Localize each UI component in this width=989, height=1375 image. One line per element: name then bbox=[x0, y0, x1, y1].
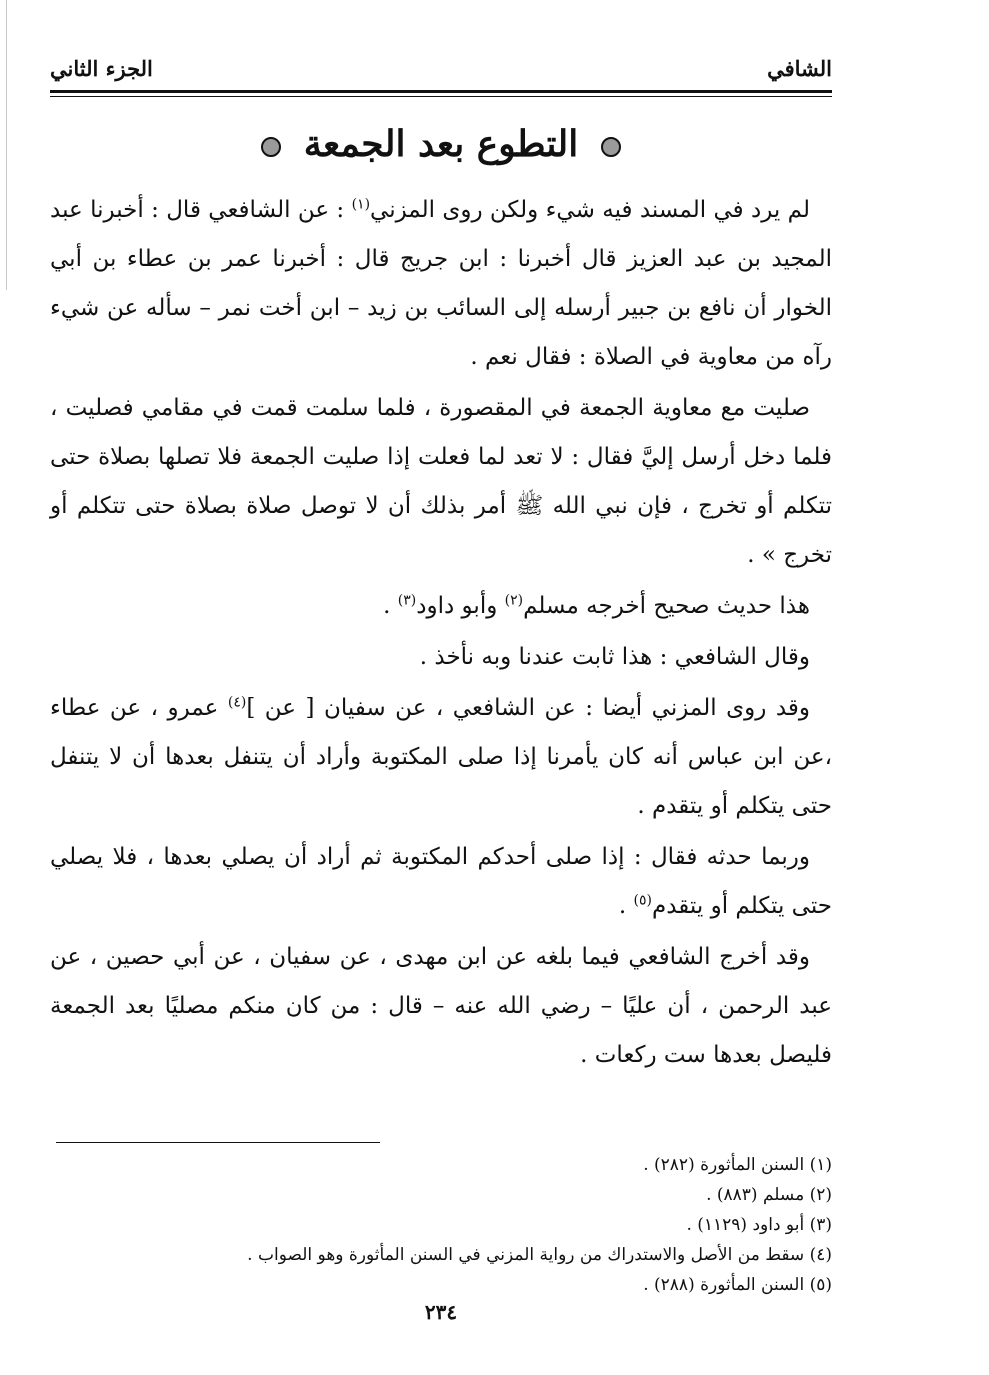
paragraph-text: . bbox=[383, 593, 398, 619]
book-page bbox=[50, 48, 832, 1338]
paragraph-text: : عن الشافعي قال : أخبرنا عبد المجيد بن عبد العزيز قال أخبرنا : ابن جريج قال : أخبرنا عمر بن عطاء بن أبي الخوار أن نافع بن جبير أرسله إلى السائب بن زيد – ابن أخت نمر – سأله عن شيء رآه من معاوية في الصلاة : فقال نعم . bbox=[50, 197, 832, 370]
paragraph-text: لم يرد في المسند فيه شيء ولكن روى المزني bbox=[370, 197, 810, 223]
bullet-circle-icon bbox=[261, 137, 281, 157]
paragraph bbox=[50, 684, 832, 831]
paragraph bbox=[50, 933, 832, 1080]
body-text bbox=[50, 186, 832, 1082]
footnotes bbox=[50, 1150, 832, 1300]
footnote-separator bbox=[56, 1142, 380, 1143]
bullet-circle-icon bbox=[601, 137, 621, 157]
footnote-item: (٣) أبو داود (١١٢٩) . bbox=[686, 1215, 832, 1235]
paragraph-text: وربما حدثه فقال : إذا صلى أحدكم المكتوبة ثم أراد أن يصلي بعدها ، فلا يصلي حتى يتكلم أو يتقدم bbox=[50, 844, 832, 919]
paragraph-text: وقد روى المزني أيضا : عن الشافعي ، عن سفيان [ عن ] bbox=[246, 695, 810, 721]
footnote-item: (٥) السنن المأثورة (٢٨٨) . bbox=[643, 1275, 832, 1295]
header-volume: الجزء الثاني bbox=[50, 56, 153, 81]
header-rule-thick bbox=[50, 90, 832, 93]
running-header bbox=[50, 48, 832, 90]
footnote-reference: (١) bbox=[351, 196, 371, 213]
paragraph-text: . bbox=[618, 893, 634, 919]
section-title-text: التطوع بعد الجمعة bbox=[303, 123, 579, 165]
paragraph-text: صليت مع معاوية الجمعة في المقصورة ، فلما سلمت قمت في مقامي فصليت ، فلما دخل أرسل إليَّ فقال : لا تعد لما فعلت إذا صليت الجمعة فلا تصلها بصلاة حتى تتكلم أو تخرج ، فإن نبي الله ﷺ أمر بذلك أن لا توصل صلاة بصلاة حتى تتكلم أو تخرج » . bbox=[50, 395, 832, 568]
paragraph bbox=[50, 186, 832, 382]
paragraph-text: هذا حديث صحيح أخرجه مسلم bbox=[523, 593, 810, 619]
paragraph bbox=[50, 384, 832, 580]
header-book-name: الشافي bbox=[767, 56, 832, 81]
paragraph-text: عمرو ، عن عطاء ،عن ابن عباس أنه كان يأمرنا إذا صلى المكتوبة وأراد أن يتنفل بعدها أن لا يتنفل حتى يتكلم أو يتقدم . bbox=[50, 695, 832, 819]
footnote-reference: (٤) bbox=[227, 694, 247, 711]
paragraph-text: وقد أخرج الشافعي فيما بلغه عن ابن مهدى ، عن سفيان ، عن أبي حصين ، عن عبد الرحمن ، أن عليًا – رضي الله عنه – قال : من كان منكم مصليًا بعد الجمعة فليصل بعدها ست ركعات . bbox=[50, 944, 832, 1068]
paragraph-text: وقال الشافعي : هذا ثابت عندنا وبه نأخذ . bbox=[419, 644, 810, 670]
section-title bbox=[50, 116, 832, 172]
page-number: ٢٣٤ bbox=[424, 1300, 458, 1324]
paragraph-text: وأبو داود bbox=[416, 593, 505, 619]
paragraph bbox=[50, 833, 832, 931]
footnote-reference: (٣) bbox=[397, 592, 417, 609]
paragraph bbox=[50, 633, 832, 682]
paragraph bbox=[50, 582, 832, 631]
footnote-item: (٢) مسلم (٨٨٣) . bbox=[706, 1185, 832, 1205]
footnote-reference: (٢) bbox=[504, 592, 524, 609]
footnote-item: (١) السنن المأثورة (٢٨٢) . bbox=[643, 1155, 832, 1175]
header-rule-thin bbox=[50, 96, 832, 97]
scan-margin-line bbox=[6, 0, 7, 290]
footnote-item: (٤) سقط من الأصل والاستدراك من رواية المزني في السنن المأثورة وهو الصواب . bbox=[247, 1245, 832, 1265]
footnote-reference: (٥) bbox=[633, 892, 652, 909]
